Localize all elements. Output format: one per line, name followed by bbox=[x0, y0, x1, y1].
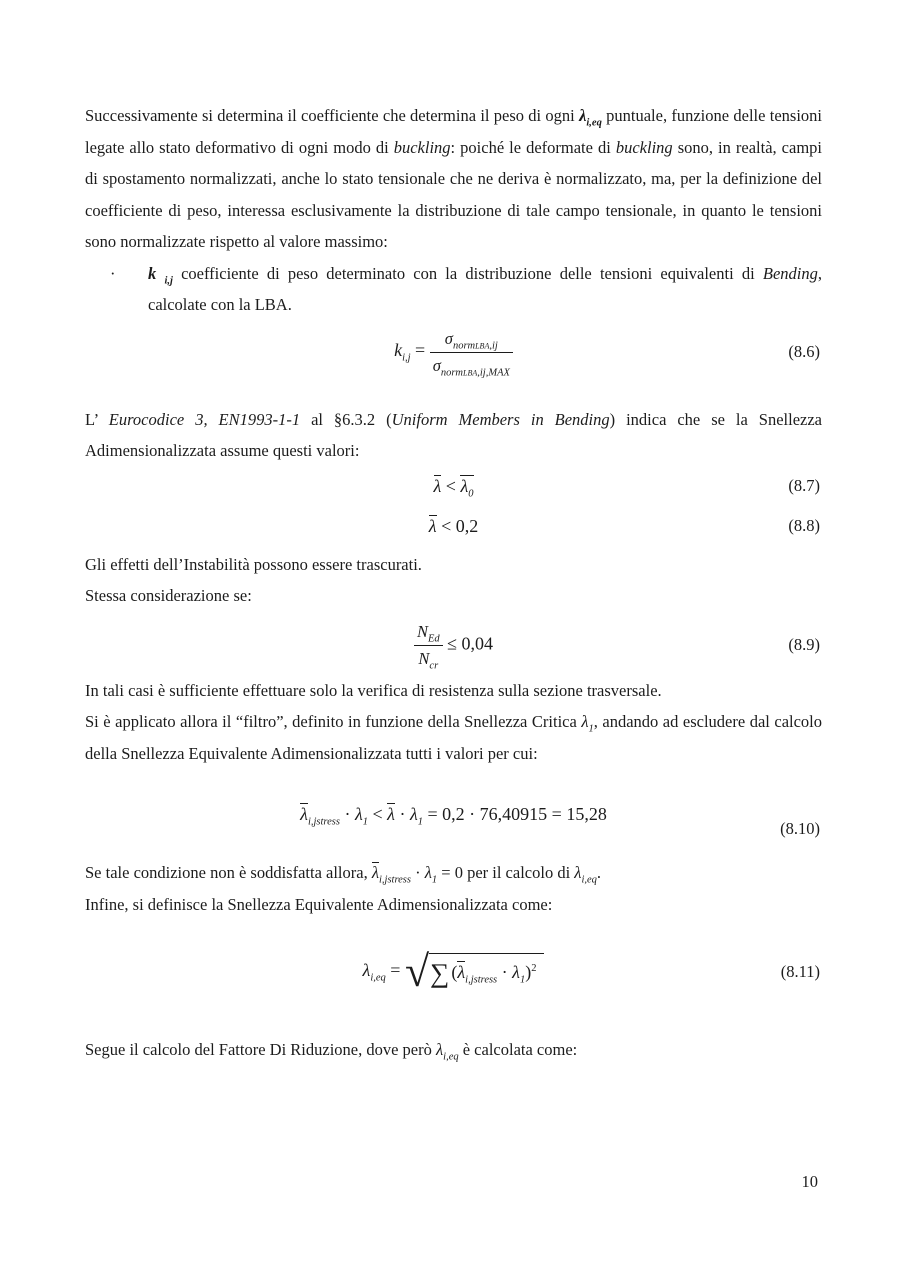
bullet-text: k $_{i,j}$ coefficiente di peso determinato con la distribuzione delle tensioni equivalenti di Bending, calcolate con la LBA. bbox=[148, 263, 823, 314]
page-number: 10 bbox=[801, 1172, 818, 1191]
equation-8-9-body: $\frac{N_{Ed}}{N_{cr}}$ ≤ 0,04 bbox=[414, 622, 493, 669]
paragraph-same-consideration: Stessa considerazione se: bbox=[85, 586, 252, 605]
equation-8-8-body: λ < 0,2 bbox=[428, 515, 479, 536]
equation-label-8-10: (8.10) bbox=[780, 819, 820, 838]
equation-8-7-body: $\lambda < \lambda_0$ bbox=[433, 475, 474, 500]
page-content bbox=[85, 100, 822, 1066]
equation-label-8-7: (8.7) bbox=[788, 475, 820, 495]
equation-8-8 bbox=[85, 515, 822, 537]
equation-label-8-11: (8.11) bbox=[780, 962, 820, 981]
paragraph-resistance-check: In tali casi è sufficiente effettuare solo la verifica di resistenza sulla sezione trasversale. bbox=[85, 680, 662, 700]
summation-sign: ∑ bbox=[430, 958, 450, 988]
equation-label-8-8: (8.8) bbox=[788, 515, 820, 535]
equation-8-10 bbox=[85, 803, 822, 838]
paragraph-define-slenderness: Infine, si definisce la Snellezza Equivalente Adimensionalizzata come: bbox=[85, 894, 553, 914]
fraction: $\frac{N_{Ed}}{N_{cr}}$ bbox=[414, 622, 443, 669]
fraction: $\frac{\sigma_{normLBA,ij}}{\sigma_{normLBA,ij,MAX}}$ bbox=[430, 329, 513, 376]
radical: √ ∑ $(\lambda_{i,jstress} \cdot \lambda_1)^2$ bbox=[405, 950, 545, 994]
paragraph-reduction-factor: Segue il calcolo del Fattore Di Riduzione, dove però $\lambda_{i,eq}$ è calcolata come: bbox=[85, 1040, 578, 1063]
bullet-marker: · bbox=[110, 263, 116, 283]
bullet-item-kij bbox=[85, 258, 822, 321]
equation-8-6 bbox=[85, 329, 822, 376]
paragraph-instability: Gli effetti dell’Instabilità possono essere trascurati. bbox=[85, 554, 422, 574]
radical-sign: √ bbox=[404, 947, 430, 996]
paragraph-condition: Se tale condizione non è soddisfatta allora, $\lambda_{i,jstress} \cdot \lambda_1 = 0$ per il calcolo di $\lambda_{i,eq}$. bbox=[85, 863, 602, 886]
equation-label-8-9: (8.9) bbox=[788, 635, 820, 654]
equation-8-10-body: $\lambda_{i,jstress} \cdot \lambda_1 < \lambda \cdot \lambda_1 = 0,2 \cdot 76,40915 = 15,28$ bbox=[300, 804, 607, 828]
equation-8-11-body: $\lambda_{i,eq}$ = √ ∑ $(\lambda_{i,jstress} \cdot \lambda_1)^2$ bbox=[363, 950, 545, 994]
paragraph-intro: Successivamente si determina il coefficiente che determina il peso di ogni $\lambda_{i,eq}$ puntuale, funzione delle tensioni legate allo stato deformativo di ogni modo di buckling: poiché le deformate di buckling sono, in realtà, campi di spostamento normalizzati, anche lo stato tensionale che ne deriva è normalizzato, ma, per la definizione del coefficiente di peso, interessa esclusivamente la distribuzione di tale campo tensionale, in quanto le tensioni sono normalizzate rispetto al valore massimo: bbox=[85, 106, 822, 251]
equation-8-6-body: $k_{i,j}$ = $\frac{\sigma_{normLBA,ij}}{\sigma_{normLBA,ij,MAX}}$ bbox=[394, 329, 513, 376]
paragraph-filter: Si è applicato allora il “filtro”, definito in funzione della Snellezza Critica $\lambda_1$, andando ad escludere dal calcolo della Snellezza Equivalente Adimensionalizzata tutti i valori per cui: bbox=[85, 712, 823, 763]
equation-label-8-6: (8.6) bbox=[788, 342, 820, 361]
equation-8-7 bbox=[85, 475, 822, 500]
paragraph-eurocode: L’ Eurocodice 3, EN1993-1-1 al §6.3.2 (Uniform Members in Bending) indica che se la Snellezza Adimensionalizzata assume questi valori: bbox=[85, 409, 822, 460]
equation-8-11 bbox=[85, 947, 822, 996]
equation-8-9 bbox=[85, 622, 822, 669]
